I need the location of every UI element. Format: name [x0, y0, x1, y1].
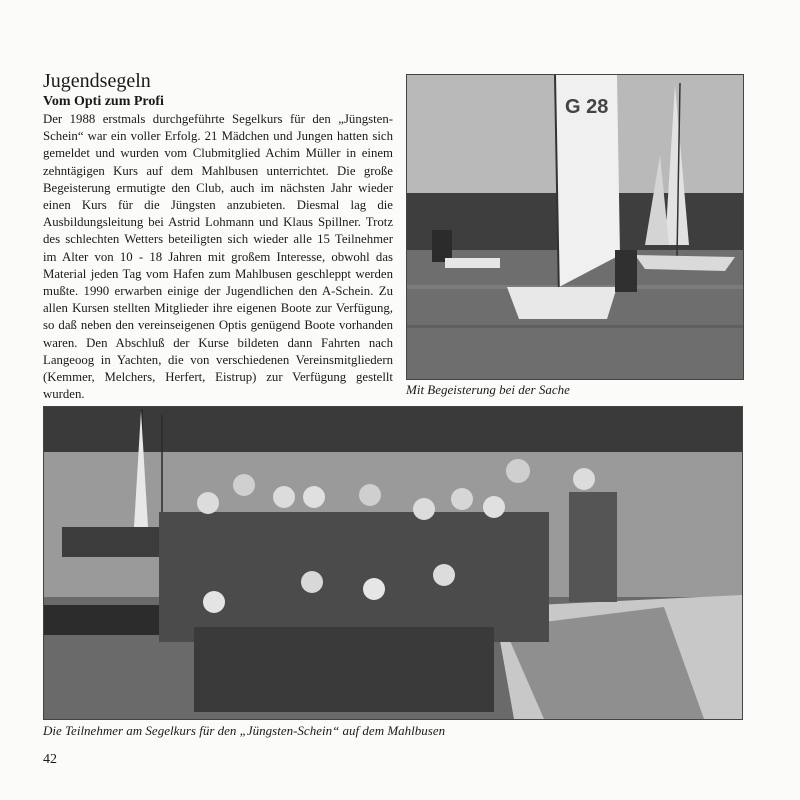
- group-photo-image: [44, 407, 742, 719]
- article-title: Jugendsegeln: [43, 70, 151, 92]
- page-number: 42: [43, 752, 57, 767]
- article-subtitle: Vom Opti zum Profi: [43, 94, 164, 109]
- sailing-photo: [406, 74, 744, 380]
- group-photo: [43, 406, 743, 720]
- sailing-photo-image: [407, 75, 743, 379]
- sail-number: G 28: [565, 96, 609, 118]
- group-photo-caption: Die Teilnehmer am Segelkurs für den „Jüngsten-Schein“ auf dem Mahlbusen: [43, 723, 446, 738]
- article-body: Der 1988 erstmals durchgeführte Segelkurs für den „Jüngsten-Schein“ war ein voller Erfolg. 21 Mädchen und Jungen hatten sich gemeldet und wurden vom Clubmitglied Achim Müller in einem zehntägigen Kurs auf dem Mahlbusen unterrichtet. Die große Begeisterung ermutigte den Club, auch im nächsten Jahr wieder einen Kurs für die Jüngsten anzubieten. Diesmal lag die Ausbildungsleitung bei Astrid Lohmann und Klaus Spillner. Trotz des schlechten Wetters beteiligten sich wieder alle 15 Teilnehmer im Alter von 10 - 18 Jahren mit großem Interesse, obwohl das Material jeden Tag vom Hafen zum Mahlbusen geschleppt werden mußte. 1990 erwarben einige der Jugendlichen den A-Schein. Zu allen Kursen stellten Mitglieder ihre eigenen Boote zur Verfügung, so daß neben den vereinseigenen Optis genügend Boote vorhanden waren. Den Abschluß der Kurse bildeten dann Fahrten nach Langeoog in Yachten, die von verschiedenen Vereinsmitgliedern (Kemmer, Melchers, Herfert, Eistrup) zur Verfügung gestellt wurden.: [43, 112, 393, 402]
- sailing-photo-caption: Mit Begeisterung bei der Sache: [406, 382, 570, 397]
